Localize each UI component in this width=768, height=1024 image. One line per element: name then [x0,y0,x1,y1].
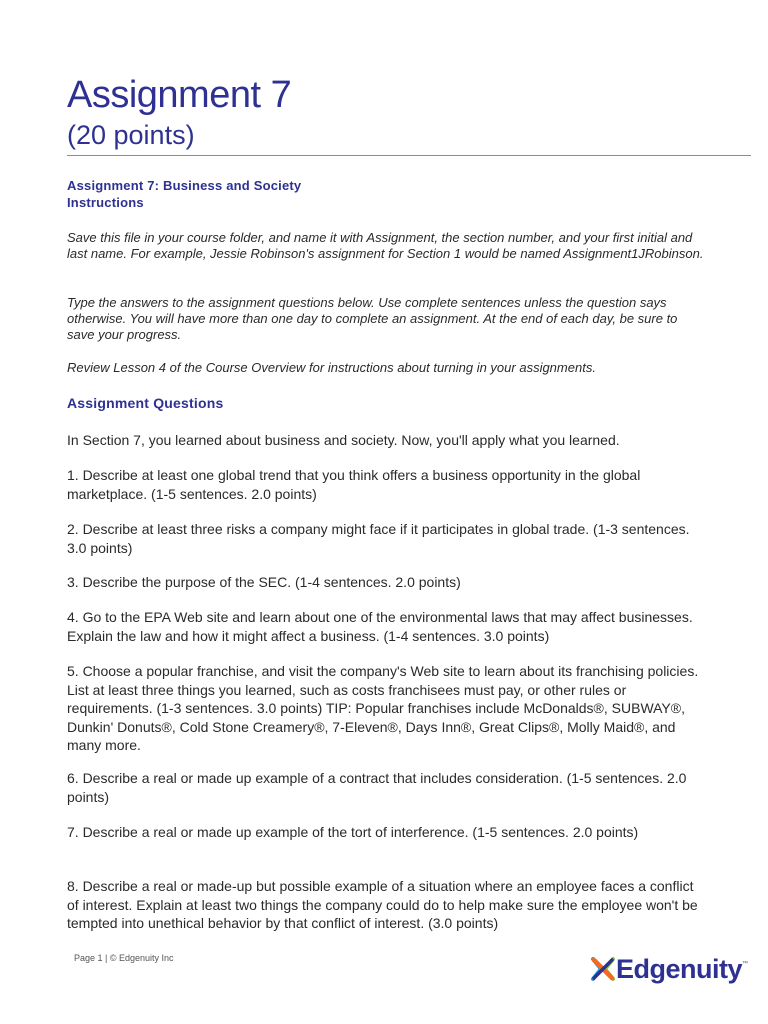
instruction-paragraph: Save this file in your course folder, and name it with Assignment, the section number, and your first initial and last name. For example, Jessie Robinson's assignment for Section 1 would be named Assignment1JRobinson. [67,230,704,262]
assignment-heading: Assignment 7: Business and Society [67,178,302,193]
instruction-paragraph: Type the answers to the assignment questions below. Use complete sentences unless the question says otherwise. You will have more than one day to complete an assignment. At the end of each day, be sure to save your progress. [67,295,678,343]
trademark-mark: ™ [742,961,749,967]
question-item: 8. Describe a real or made-up but possible example of a situation where an employee faces a conflict of interest. Explain at least two things the company could do to help make sure the employee won't be tempted into unethical behavior by that conflict of interest. (3.0 points) [67,878,698,931]
question-item: 5. Choose a popular franchise, and visit the company's Web site to learn about its franchising policies. List at least three things you learned, such as costs franchisees must pay, or other rules or requirements. (1-3 sentences. 3.0 points) TIP: Popular franchises include McDonalds®, SUBWAY®, Dunkin' Donuts®, Cold Stone Creamery®, 7-Eleven®, Days Inn®, Great Clips®, Molly Maid®, and many more. [67,663,699,753]
section-intro: In Section 7, you learned about business and society. Now, you'll apply what you learned. [67,432,620,448]
question-item: 4. Go to the EPA Web site and learn about one of the environmental laws that may affect businesses. Explain the law and how it might affect a business. (1-4 sentences. 3.0 points) [67,609,693,644]
edgenuity-x-icon [590,956,616,982]
title-divider [67,155,751,156]
question-item: 2. Describe at least three risks a company might face if it participates in global trade. (1-3 sentences. 3.0 points) [67,521,690,556]
question-item: 7. Describe a real or made up example of the tort of interference. (1-5 sentences. 2.0 points) [67,824,639,840]
instruction-paragraph: Review Lesson 4 of the Course Overview for instructions about turning in your assignments. [67,360,596,375]
edgenuity-logo [590,951,748,987]
points-subtitle: (20 points) [67,120,195,150]
question-item: 6. Describe a real or made up example of a contract that includes consideration. (1-5 sentences. 2.0 points) [67,770,687,805]
logo-wordmark: Edgenuity [616,953,743,984]
question-item: 1. Describe at least one global trend that you think offers a business opportunity in the global marketplace. (1-5 sentences. 2.0 points) [67,467,641,502]
page-footer: Page 1 | © Edgenuity Inc [74,953,174,963]
questions-heading: Assignment Questions [67,395,224,411]
page-title: Assignment 7 [67,74,292,116]
question-item: 3. Describe the purpose of the SEC. (1-4 sentences. 2.0 points) [67,574,461,590]
instructions-heading: Instructions [67,195,144,210]
